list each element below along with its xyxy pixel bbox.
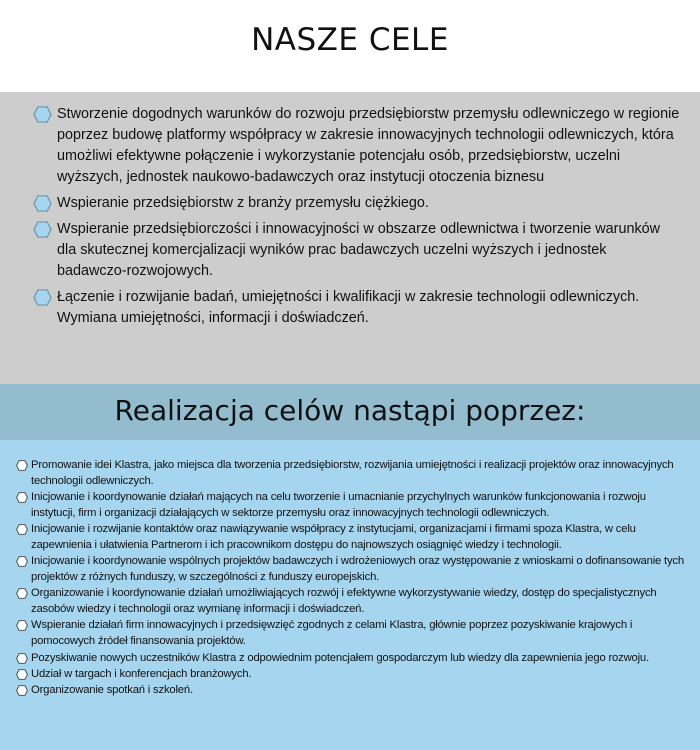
hexagon-icon [33,221,52,238]
hexagon-icon [33,195,52,212]
hexagon-icon [16,524,28,535]
realization-text: Wspieranie działań firm innowacyjnych i przedsięwzięć zgodnych z celami Klastra, głównie poprzez pozyskiwanie krajowych i pomocowych źródeł finansowania projektów. [31,619,633,648]
realization-item [16,554,690,586]
goal-item [33,219,680,282]
realization-item [16,522,690,554]
realization-text: Inicjowanie i koordynowanie wspólnych projektów badawczych i wdrożeniowych oraz występowanie z wnioskami o dofinansowanie tych projektów z różnych funduszy, w szczególności z funduszy europejskich. [31,555,684,584]
realization-section [0,440,700,750]
realization-text: Organizowanie spotkań i szkoleń. [31,684,193,697]
goals-list [0,92,700,329]
hexagon-icon [16,588,28,599]
goals-section [0,92,700,384]
goal-item [33,287,680,329]
hexagon-icon [16,556,28,567]
realization-item [16,458,690,490]
realization-text: Promowanie idei Klastra, jako miejsca dla tworzenia przedsiębiorstw, rozwijania umiejętności i realizacji projektów oraz innowacyjnych technologii odlewniczych. [31,459,674,487]
realization-text: Udział w targach i konferencjach branżowych. [31,667,252,680]
realization-list [0,440,700,699]
hexagon-icon [33,289,52,306]
goal-text: Stworzenie dogodnych warunków do rozwoju przedsiębiorstw przemysłu odlewniczego w regionie poprzez budowę platformy współpracy w zakresie innowacyjnych technologii odlewniczych, która umożliwi efektywne połączenie i wykorzystanie potencjału osób, przedsiębiorstw, uczelni wyższych, jednostek naukowo-badawczych oraz instytucji otoczenia biznesu [57,106,680,185]
page-title: NASZE CELE [251,22,449,58]
realization-heading: Realizacja celów nastąpi poprzez: [114,394,586,427]
goal-text: Łączenie i rozwijanie badań, umiejętności i kwalifikacji w zakresie technologii odlewniczych. Wymiana umiejętności, informacji i doświadczeń. [57,289,640,326]
hexagon-icon [16,685,28,696]
realization-item [16,586,690,618]
goal-item [33,193,680,214]
realization-text: Inicjowanie i rozwijanie kontaktów oraz nawiązywanie współpracy z instytucjami, organizacjami i firmami spoza Klastra, w celu zapewnienia i ułatwienia Partnerom i ich pracownikom dostępu do najnowszych osiągnięć wiedzy i technologii. [31,523,636,551]
realization-item [16,651,690,667]
goal-item [33,104,680,188]
realization-item [16,490,690,522]
realization-text: Organizowanie i koordynowanie działań umożliwiających rozwój i efektywne wykorzystywanie wiedzy, dostęp do specjalistycznych zasobów wiedzy i technologii oraz wymianę informacji i doświadczeń. [31,587,657,616]
realization-text: Inicjowanie i koordynowanie działań mających na celu tworzenie i umacnianie przychylnych warunków funkcjonowania i rozwoju instytucji, firm i organizacji działających w sektorze przemysłu oraz innowacyjnych technologii odlewniczych. [31,491,646,519]
realization-heading-band [0,384,700,440]
hexagon-icon [16,492,28,503]
title-section [0,0,700,92]
hexagon-icon [16,620,28,631]
realization-text: Pozyskiwanie nowych uczestników Klastra z odpowiednim potencjałem gospodarczym lub wiedzy dla zapewnienia jego rozwoju. [31,651,649,664]
hexagon-icon [16,669,28,680]
hexagon-icon [33,106,52,123]
goal-text: Wspieranie przedsiębiorstw z branży przemysłu ciężkiego. [57,195,429,211]
realization-item [16,667,690,683]
hexagon-icon [16,653,28,664]
realization-item [16,618,690,650]
hexagon-icon [16,460,28,471]
realization-item [16,683,690,699]
goal-text: Wspieranie przedsiębiorczości i innowacyjności w obszarze odlewnictwa i tworzenie warunków dla skutecznej komercjalizacji wyników prac badawczych uczelni wyższych i jednostek badawczo-rozwojowych. [57,221,661,279]
